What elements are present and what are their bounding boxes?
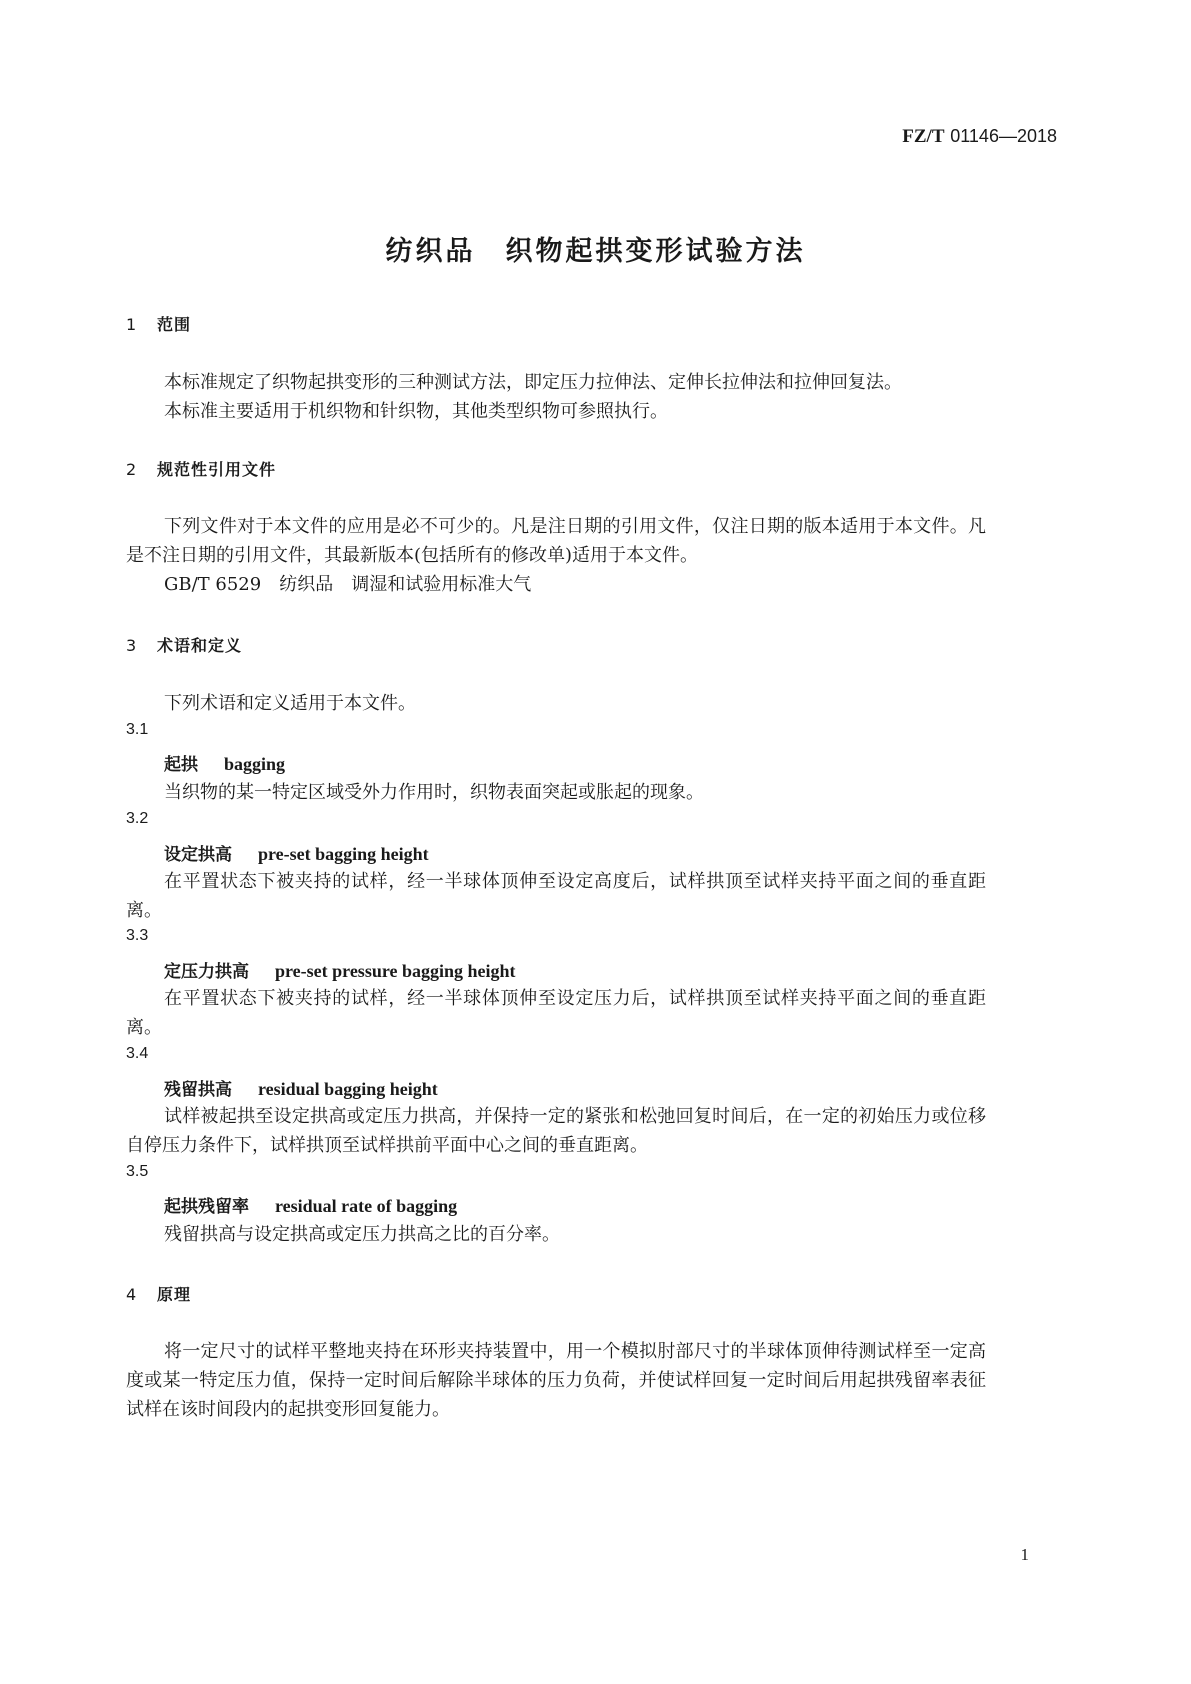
term-chinese: 定压力拱高 <box>164 962 249 982</box>
section-number: 4 <box>126 1285 138 1304</box>
term-definition: 在平置状态下被夹持的试样，经一半球体顶伸至设定压力后，试样拱顶至试样夹持平面之间的垂直距离。 <box>126 988 986 1038</box>
page-number: 1 <box>1020 1545 1029 1564</box>
section-1-paragraph-2: 本标准主要适用于机织物和针织物，其他类型织物可参照执行。 <box>164 401 668 422</box>
section-number: 1 <box>126 315 138 334</box>
section-4-paragraph: 将一定尺寸的试样平整地夹持在环形夹持装置中，用一个模拟肘部尺寸的半球体顶伸待测试样至一定高度或某一特定压力值，保持一定时间后解除半球体的压力负荷，并使试样回复一定时间后用起拱残留率表征试样在该时间段内的起拱变形回复能力。 <box>126 1341 986 1420</box>
term-definition: 残留拱高与设定拱高或定压力拱高之比的百分率。 <box>164 1224 560 1245</box>
standard-code <box>902 126 1057 148</box>
section-number: 3 <box>126 636 138 655</box>
section-3-intro: 下列术语和定义适用于本文件。 <box>164 693 416 714</box>
term-english: residual rate of bagging <box>275 1196 458 1216</box>
section-number: 2 <box>126 460 138 479</box>
section-title: 规范性引用文件 <box>157 460 277 479</box>
section-3-heading <box>126 633 242 656</box>
term-heading <box>164 957 516 982</box>
term-english: pre-set pressure bagging height <box>275 961 516 981</box>
term-definition: 在平置状态下被夹持的试样，经一半球体顶伸至设定高度后，试样拱顶至试样夹持平面之间的垂直距离。 <box>126 871 986 921</box>
term-definition: 当织物的某一特定区域受外力作用时，织物表面突起或胀起的现象。 <box>164 782 704 803</box>
section-2-paragraph: 下列文件对于本文件的应用是必不可少的。凡是注日期的引用文件，仅注日期的版本适用于本文件。凡是不注日期的引用文件，其最新版本(包括所有的修改单)适用于本文件。 <box>126 516 986 566</box>
section-title: 术语和定义 <box>157 636 243 655</box>
term-chinese: 起拱残留率 <box>164 1197 249 1217</box>
term-number: 3.1 <box>126 721 149 738</box>
term-heading <box>164 1192 457 1217</box>
term-heading <box>164 1075 438 1100</box>
section-1-heading <box>126 312 191 335</box>
term-english: pre-set bagging height <box>258 844 429 864</box>
term-number: 3.4 <box>126 1045 149 1062</box>
section-title: 原理 <box>157 1285 192 1304</box>
section-4-heading <box>126 1282 191 1305</box>
term-number: 3.2 <box>126 810 149 827</box>
section-2-heading <box>126 457 276 480</box>
term-heading <box>164 750 285 775</box>
term-number: 3.3 <box>126 927 149 944</box>
term-chinese: 设定拱高 <box>164 845 232 865</box>
term-heading <box>164 840 429 865</box>
term-chinese: 残留拱高 <box>164 1080 232 1100</box>
term-definition: 试样被起拱至设定拱高或定压力拱高，并保持一定的紧张和松弛回复时间后，在一定的初始压力或位移自停压力条件下，试样拱顶至试样拱前平面中心之间的垂直距离。 <box>126 1106 986 1156</box>
standard-code-prefix: FZ/T <box>902 126 945 147</box>
term-english: residual bagging height <box>258 1079 438 1099</box>
normative-reference: GB/T 6529 纺织品 调湿和试验用标准大气 <box>164 574 532 595</box>
standard-code-number: 01146—2018 <box>950 126 1057 146</box>
section-title: 范围 <box>157 315 192 334</box>
term-english: bagging <box>224 754 286 774</box>
term-number: 3.5 <box>126 1163 149 1180</box>
section-1-paragraph-1: 本标准规定了织物起拱变形的三种测试方法，即定压力拉伸法、定伸长拉伸法和拉伸回复法。 <box>164 372 902 393</box>
term-chinese: 起拱 <box>164 755 198 775</box>
document-title: 纺织品 织物起拱变形试验方法 <box>385 236 806 267</box>
